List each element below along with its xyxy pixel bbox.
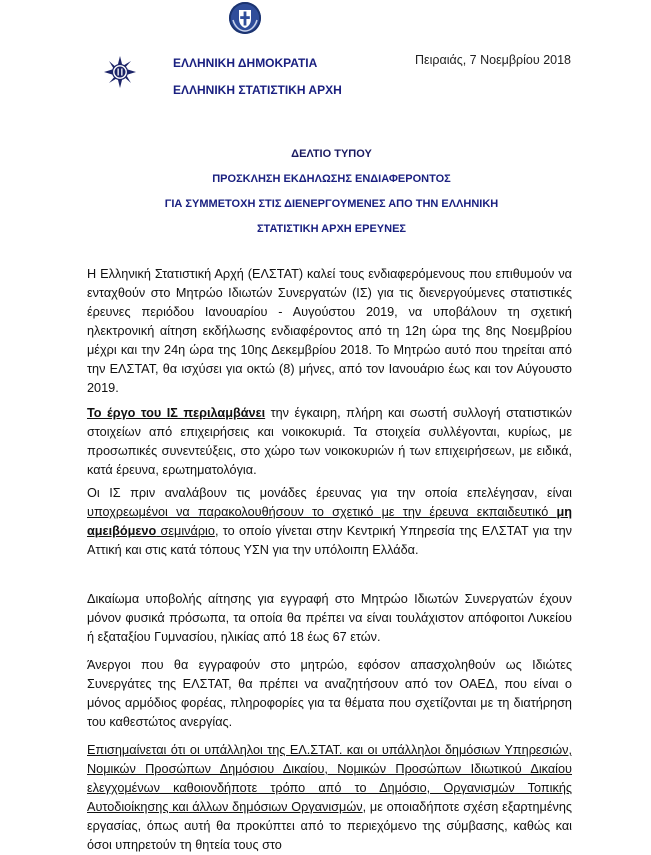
paragraph-exclusions xyxy=(87,741,572,855)
organization-name xyxy=(173,50,373,104)
work-scope-text: την έγκαιρη, πλήρη και σωστή συλλογή στατιστικών στοιχείων από επιχειρήσεις και νοικοκυριά. Τα στοιχεία συλλέγονται, κυρίως, με προσωπικές συνεντεύξεις, στο χώρο των νοικοκυριών ή των επιχειρήσεων, με ειδικά, κατά έρευνα, ερωτηματολόγια. xyxy=(87,406,573,477)
work-scope-lead: Το έργο του ΙΣ περιλαμβάνει xyxy=(87,406,266,420)
press-release-body xyxy=(87,265,572,855)
org-line-republic: ΕΛΛΗΝΙΚΗ ΔΗΜΟΚΡΑΤΙΑ xyxy=(173,56,318,70)
paragraph-eligibility: Δικαίωμα υποβολής αίτησης για εγγραφή στο Μητρώο Ιδιωτών Συνεργατών έχουν μόνον φυσικά πρόσωπα, τα οποία θα πρέπει να είναι τουλάχιστον απόφοιτοι Λυκείου ή εξαταξίου Γυμνασίου, ηλικίας από 18 έως 67 ετών. xyxy=(87,592,572,644)
exclusions-underlined: Επισημαίνεται ότι οι υπάλληλοι της ΕΛ.ΣΤΑΤ. και οι υπάλληλοι δημόσιων Υπηρεσιών, Νομικών Προσώπων Δημόσιου Δικαίου, Νομικών Προσώπων Ιδιωτικού Δικαίου ελεγχομένων καθοιονδήποτε τρόπο από το Δημόσιο, Οργανισμών Τοπικής Αυτοδιοίκησης και άλλων δημόσιων Οργανισμών xyxy=(87,743,572,814)
elstat-logo-icon xyxy=(103,55,137,89)
paragraph-unemployed: Άνεργοι που θα εγγραφούν στο μητρώο, εφόσον απασχοληθούν ως Ιδιώτες Συνεργάτες της ΕΛΣΤΑΤ, θα πρέπει να αναζητήσουν από τον ΟΑΕΔ, που είναι ο μόνος αρμόδιος φορέας, πληροφορίες για τα θέματα που σχετίζονται με τη διατήρηση του καθεστώτος ανεργίας. xyxy=(87,658,572,729)
training-text-b: , το οποίο γίνεται στην Κεντρική Υπηρεσία της ΕΛΣΤΑΤ για την Αττική και στις κατά τόπους ΥΣΝ για την υπόλοιπη Ελλάδα. xyxy=(87,524,572,557)
paragraph-training xyxy=(87,484,572,560)
org-line-authority: ΕΛΛΗΝΙΚΗ ΣΤΑΤΙΣΤΙΚΗ ΑΡΧΗ xyxy=(173,83,342,97)
training-obligation: υποχρεωμένοι να παρακολουθήσουν το σχετικό με την έρευνα εκπαιδευτικό xyxy=(87,505,557,519)
exclusions-text: , με οποιαδήποτε σχέση εξαρτημένης εργασίας, όπως αυτή θα προκύπτει από το περιεχόμενο της σύμβασης, καθώς και όσοι υπηρετούν τη θητεία τους στο xyxy=(87,800,572,852)
title-line-1: ΔΕΛΤΙΟ ΤΥΠΟΥ xyxy=(291,148,372,160)
press-release-title xyxy=(0,142,651,242)
paragraph-invitation: Η Ελληνική Στατιστική Αρχή (ΕΛΣΤΑΤ) καλεί τους ενδιαφερόμενους που επιθυμούν να ενταχθούν στο Μητρώο Ιδιωτών Συνεργατών (ΙΣ) για τις διενεργούμενες στατιστικές έρευνες περιόδου Ιανουαρίου - Αυγούστου 2019, να υποβάλουν τη σχετική ηλεκτρονική αίτηση εκδήλωσης ενδιαφέροντος από τη 12η ώρα της 8ης Νοεμβρίου μέχρι και την 24η ώρα της 10ης Δεκεμβρίου 2018. Το Μητρώο αυτό που τηρείται από την ΕΛΣΤΑΤ, θα ισχύσει για οκτώ (8) μήνες, από τον Ιανουάριο έως και τον Αύγουστο 2019. xyxy=(87,267,572,395)
training-seminar: σεμινάριο xyxy=(156,524,215,538)
greek-coat-of-arms-icon xyxy=(229,2,261,34)
training-unpaid: μη αμειβόμενο xyxy=(87,505,572,538)
title-line-2: ΠΡΟΣΚΛΗΣΗ ΕΚΔΗΛΩΣΗΣ ΕΝΔΙΑΦΕΡΟΝΤΟΣ xyxy=(212,173,451,185)
title-line-3: ΓΙΑ ΣΥΜΜΕΤΟΧΗ ΣΤΙΣ ΔΙΕΝΕΡΓΟΥΜΕΝΕΣ ΑΠΟ ΤΗΝ ΕΛΛΗΝΙΚΗ xyxy=(164,198,499,210)
title-line-4: ΣΤΑΤΙΣΤΙΚΗ ΑΡΧΗ ΕΡΕΥΝΕΣ xyxy=(256,223,407,235)
paragraph-work-scope xyxy=(87,404,572,480)
training-text-a: Οι ΙΣ πριν αναλάβουν τις μονάδες έρευνας για την οποία επελέγησαν, είναι xyxy=(87,486,572,500)
release-date: Πειραιάς, 7 Νοεμβρίου 2018 xyxy=(414,53,571,67)
